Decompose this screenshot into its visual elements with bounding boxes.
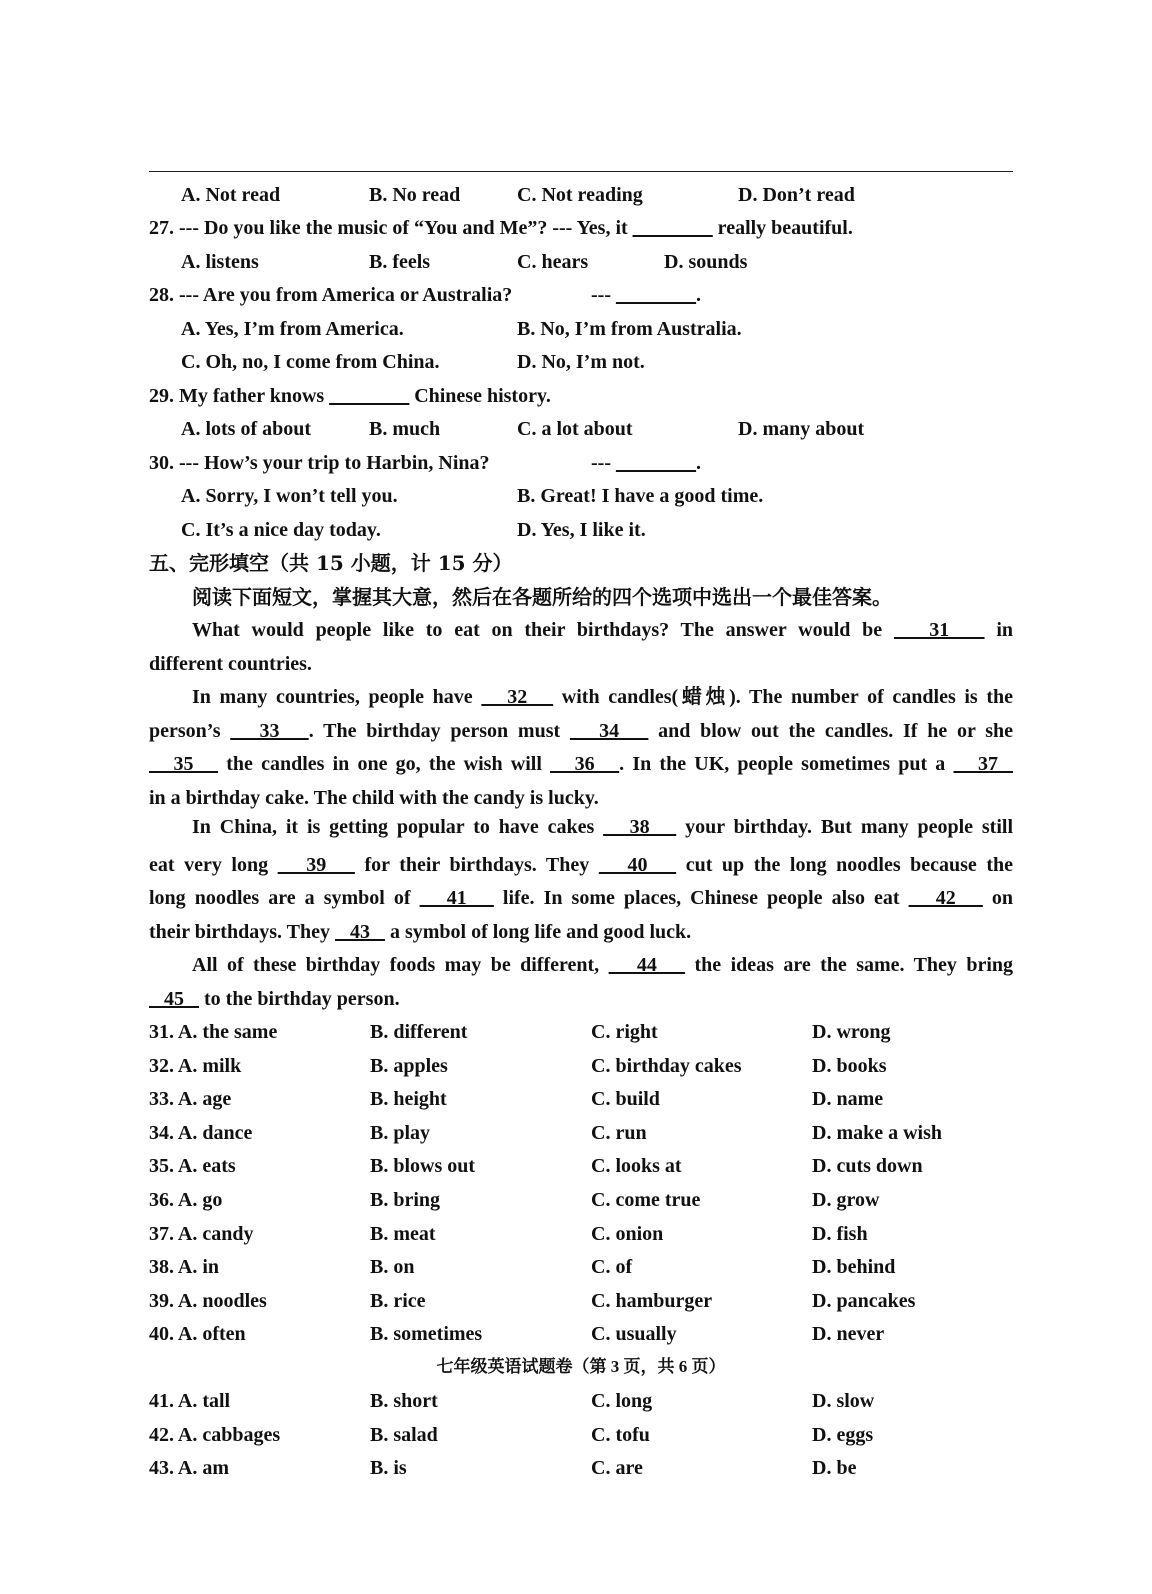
page-footer: 七年级英语试题卷（第 3 页，共 6 页） [436, 1357, 726, 1376]
option-d: D. cuts down [812, 1155, 923, 1178]
gap-42: 42 [908, 887, 983, 909]
q28-stem-text: 28. --- Are you from America or Australia? [149, 284, 513, 306]
option-c: C. come true [591, 1189, 701, 1211]
option-d: D. eggs [812, 1423, 874, 1446]
option-b: B. sometimes [370, 1323, 483, 1346]
q27-blank: ________ [632, 217, 713, 239]
option-row [149, 1051, 1013, 1081]
option-d: D. slow [812, 1390, 875, 1412]
option-c: C. long [591, 1390, 653, 1412]
gap-38: 38 [603, 816, 677, 838]
q30-option-d: D. Yes, I like it. [517, 519, 646, 541]
q30-option-c: C. It’s a nice day today. [181, 519, 381, 541]
q27-option-d: D. sounds [664, 251, 748, 273]
q28-blank: ________ [615, 284, 696, 306]
q28-answer: --- ________. [591, 284, 701, 306]
passage-p3-line4: their birthdays. They 43 a symbol of long life and good luck. [149, 921, 692, 943]
q29-option-b: B. much [369, 418, 441, 440]
option-a: 36. A. go [149, 1189, 223, 1211]
passage-p1-line1: What would people like to eat on their birthdays? The answer would be 31 in [192, 619, 1014, 641]
option-d: D. behind [812, 1256, 896, 1279]
option-c: C. build [591, 1088, 660, 1111]
q30-option-a: A. Sorry, I won’t tell you. [181, 485, 398, 507]
q27-stem-text: 27. --- Do you like the music of “You and Me”? --- Yes, it [149, 217, 633, 239]
option-a: 34. A. dance [149, 1121, 253, 1144]
option-d: D. be [812, 1457, 857, 1480]
q26-option-c: C. Not reading [517, 184, 643, 206]
option-c: C. run [591, 1121, 647, 1144]
option-c: C. are [591, 1457, 643, 1480]
option-row [149, 1151, 1013, 1181]
option-d: D. fish [812, 1222, 868, 1245]
option-d: D. make a wish [812, 1121, 943, 1144]
option-b: B. bring [370, 1189, 441, 1211]
option-row [149, 1386, 1013, 1416]
option-row [149, 1185, 1013, 1215]
passage-p2-line4: in a birthday cake. The child with the candy is lucky. [149, 787, 599, 809]
passage-p1-line2: different countries. [149, 653, 312, 675]
option-d: D. never [812, 1323, 885, 1346]
q27-stem-end: really beautiful. [712, 217, 853, 239]
passage-p4-line1: All of these birthday foods may be different, 44 the ideas are the same. They bring [192, 954, 1014, 976]
passage-p3-line3: long noodles are a symbol of 41 life. In some places, Chinese people also eat 42 on [149, 887, 1014, 909]
q27-option-b: B. feels [369, 251, 431, 273]
option-c: C. birthday cakes [591, 1054, 742, 1077]
q28-option-b: B. No, I’m from Australia. [517, 318, 742, 340]
q30-option-b: B. Great! I have a good time. [517, 485, 764, 507]
option-row [149, 1319, 1013, 1349]
gap-36: 36 [550, 753, 620, 775]
q29-stem-text: 29. My father knows [149, 385, 330, 407]
q28-option-d: D. No, I’m not. [517, 351, 645, 373]
q29-stem-end: Chinese history. [409, 385, 551, 407]
option-c: C. tofu [591, 1423, 650, 1446]
q30-stem-text: 30. --- How’s your trip to Harbin, Nina? [149, 452, 490, 474]
q29-option-a: A. lots of about [181, 418, 312, 440]
gap-43: 43 [334, 921, 385, 943]
passage-p3-line2: eat very long 39 for their birthdays. They 40 cut up the long noodles because the [149, 854, 1014, 876]
option-b: B. rice [370, 1289, 426, 1312]
option-b: B. play [370, 1121, 431, 1144]
option-c: C. of [591, 1256, 633, 1279]
option-row [149, 1252, 1013, 1282]
option-a: 31. A. the same [149, 1021, 278, 1043]
gap-33: 33 [230, 720, 309, 742]
option-a: 40. A. often [149, 1323, 246, 1346]
gap-41: 41 [419, 887, 494, 909]
option-b: B. different [370, 1021, 468, 1043]
gap-32: 32 [481, 686, 554, 708]
option-c: C. right [591, 1021, 658, 1043]
q26-option-b: B. No read [369, 184, 461, 206]
q26-option-d: D. Don’t read [738, 184, 855, 206]
option-row [149, 1084, 1013, 1114]
q26-options [149, 180, 1013, 210]
q27-option-a: A. listens [181, 251, 259, 273]
q28-option-a: A. Yes, I’m from America. [181, 318, 404, 340]
option-a: 33. A. age [149, 1088, 232, 1111]
gap-31: 31 [893, 619, 985, 641]
q28-stem [149, 280, 1013, 310]
option-c: C. onion [591, 1222, 664, 1245]
option-row [149, 1017, 1013, 1047]
option-d: D. books [812, 1054, 887, 1077]
q29-options [149, 414, 1013, 444]
q27-options [149, 247, 1013, 277]
gap-35: 35 [149, 753, 219, 775]
passage-p2-line2: person’s 33 . The birthday person must 34 and blow out the candles. If he or she [149, 720, 1014, 742]
q29-stem [149, 381, 1013, 411]
gap-40: 40 [598, 854, 677, 876]
gap-39: 39 [277, 854, 355, 876]
q29-option-d: D. many about [738, 418, 865, 440]
option-c: C. looks at [591, 1155, 682, 1178]
gap-34: 34 [569, 720, 649, 742]
gap-45: 45 [149, 988, 199, 1010]
option-d: D. pancakes [812, 1289, 916, 1312]
q27-option-c: C. hears [517, 251, 589, 273]
option-a: 42. A. cabbages [149, 1423, 281, 1446]
gap-44: 44 [608, 954, 686, 976]
option-row [149, 1118, 1013, 1148]
option-c: C. hamburger [591, 1289, 713, 1312]
option-row [149, 1286, 1013, 1316]
passage-p2-line1: In many countries, people have 32 with candles(蜡烛). The number of candles is the [192, 686, 1014, 708]
option-d: D. grow [812, 1189, 880, 1211]
option-row [149, 1219, 1013, 1249]
option-b: B. on [370, 1256, 415, 1279]
section-title: 五、完形填空（共 15 小题，计 15 分） [149, 551, 513, 575]
q28-options-ab [149, 314, 1013, 344]
option-a: 39. A. noodles [149, 1289, 267, 1312]
header-rule [149, 171, 1013, 172]
q26-option-a: A. Not read [181, 184, 281, 206]
option-d: D. wrong [812, 1021, 891, 1043]
q27-stem [149, 213, 1013, 243]
q29-blank: ________ [329, 385, 410, 407]
option-b: B. apples [370, 1054, 448, 1077]
option-b: B. meat [370, 1222, 436, 1245]
q30-blank: ________ [615, 452, 696, 474]
passage-p2-line3: 35 the candles in one go, the wish will 36 . In the UK, people sometimes put a 37 [149, 753, 1014, 775]
option-a: 35. A. eats [149, 1155, 236, 1178]
option-b: B. salad [370, 1423, 438, 1446]
q30-answer: --- ________. [591, 452, 701, 474]
option-b: B. blows out [370, 1155, 476, 1178]
q28-options-cd [149, 347, 1013, 377]
passage-p4-line2: 45 to the birthday person. [149, 988, 400, 1010]
option-b: B. height [370, 1088, 447, 1111]
option-c: C. usually [591, 1323, 677, 1346]
option-row [149, 1453, 1013, 1483]
q28-option-c: C. Oh, no, I come from China. [181, 351, 440, 373]
q30-options-ab [149, 481, 1013, 511]
option-b: B. short [370, 1390, 438, 1412]
q30-options-cd [149, 515, 1013, 545]
gap-37: 37 [953, 753, 1014, 775]
option-b: B. is [370, 1457, 407, 1480]
option-a: 32. A. milk [149, 1054, 242, 1077]
option-row [149, 1420, 1013, 1450]
q30-stem [149, 448, 1013, 478]
section-instruction: 阅读下面短文，掌握其大意，然后在各题所给的四个选项中选出一个最佳答案。 [192, 585, 892, 609]
q29-option-c: C. a lot about [517, 418, 633, 440]
option-a: 43. A. am [149, 1457, 229, 1480]
option-d: D. name [812, 1088, 884, 1111]
option-a: 38. A. in [149, 1256, 220, 1279]
option-a: 37. A. candy [149, 1222, 254, 1245]
passage-p3-line1: In China, it is getting popular to have cakes 38 your birthday. But many people still [192, 816, 1014, 838]
option-a: 41. A. tall [149, 1390, 231, 1412]
